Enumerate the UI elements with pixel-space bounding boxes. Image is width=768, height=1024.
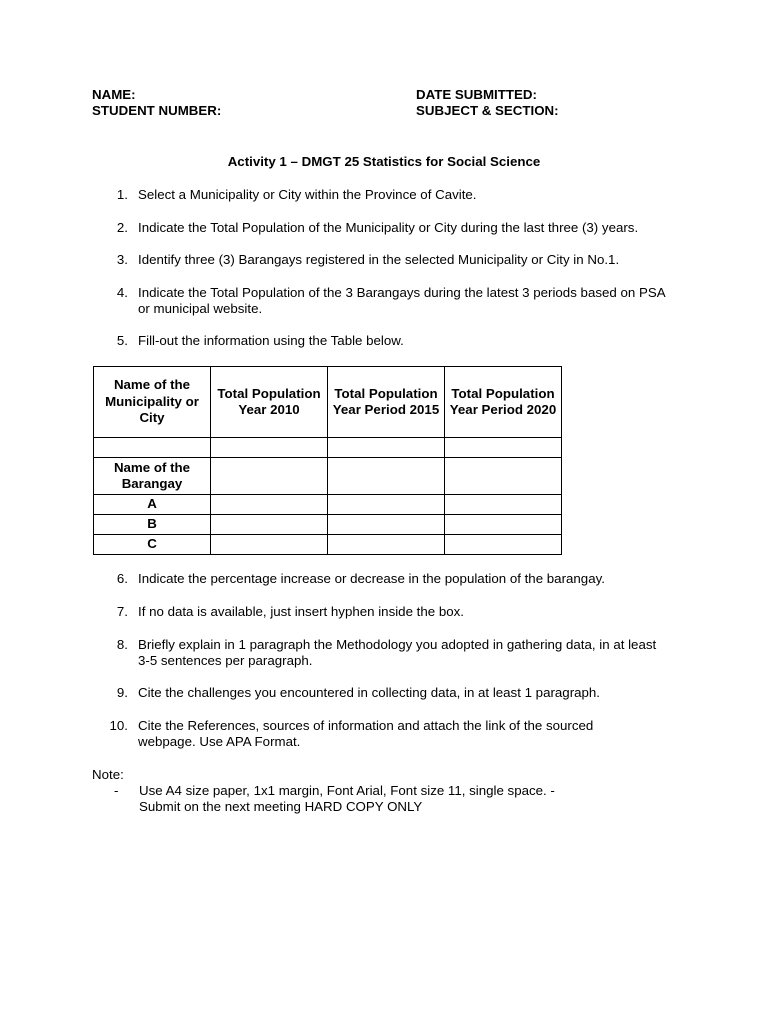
barangay-label: B [94,515,211,535]
item-number: 1. [116,187,128,202]
table-cell[interactable] [211,495,328,515]
note-label: Note: [92,767,124,782]
item-number: 8. [116,637,128,652]
item-number: 4. [116,285,128,300]
item-text: Indicate the Total Population of the 3 Barangays during the latest 3 periods based on PSA or municipal website. [138,285,665,316]
item-text: Select a Municipality or City within the Province of Cavite. [138,187,477,202]
item-number: 9. [116,685,128,700]
table-cell[interactable] [211,438,328,458]
item-text: Identify three (3) Barangays registered in the selected Municipality or City in No.1. [138,252,620,267]
item-text: Cite the References, sources of information and attach the link of the sourced webpage. Use APA Format. [138,718,594,749]
table-cell[interactable] [328,515,445,535]
barangay-label: C [94,535,211,555]
item-number: 10. [109,718,128,733]
item-number: 3. [116,252,128,267]
table-cell[interactable] [445,495,562,515]
table-cell[interactable] [211,515,328,535]
table-row [94,438,562,458]
population-table [93,366,562,555]
header-year-2015: Total Population Year Period 2015 [328,367,445,438]
table-row [94,458,562,495]
subject-section-label: SUBJECT & SECTION: [416,103,559,118]
barangay-label: A [94,495,211,515]
item-text: If no data is available, just insert hyphen inside the box. [138,604,464,619]
table-row [94,535,562,555]
item-text: Indicate the Total Population of the Municipality or City during the last three (3) years. [138,220,639,235]
item-text: Indicate the percentage increase or decrease in the population of the barangay. [138,571,605,586]
item-number: 2. [116,220,128,235]
item-text: Cite the challenges you encountered in collecting data, in at least 1 paragraph. [138,685,601,700]
activity-title: Activity 1 – DMGT 25 Statistics for Social Science [227,154,541,169]
name-label: NAME: [92,87,136,102]
header-year-2020: Total Population Year Period 2020 [445,367,562,438]
header-year-2010: Total Population Year 2010 [211,367,328,438]
table-row [94,515,562,535]
table-cell[interactable] [445,438,562,458]
table-cell[interactable] [211,458,328,495]
table-cell[interactable] [445,535,562,555]
table-cell[interactable] [445,515,562,535]
item-number: 5. [116,333,128,348]
barangay-header: Name of the Barangay [94,458,211,495]
table-header-row [94,367,562,438]
item-number: 6. [116,571,128,586]
table-row [94,495,562,515]
header-municipality: Name of the Municipality or City [94,367,211,438]
table-cell[interactable] [328,535,445,555]
note-dash: - [114,783,119,798]
table-cell[interactable] [328,495,445,515]
table-cell[interactable] [445,458,562,495]
item-text: Briefly explain in 1 paragraph the Methodology you adopted in gathering data, in at least 3-5 sentences per paragraph. [138,637,657,668]
student-number-label: STUDENT NUMBER: [92,103,222,118]
item-number: 7. [116,604,128,619]
table-cell[interactable] [94,438,211,458]
note-text: Use A4 size paper, 1x1 margin, Font Arial, Font size 11, single space. - Submit on the next meeting HARD COPY ONLY [139,783,555,814]
date-submitted-label: DATE SUBMITTED: [416,87,537,102]
item-text: Fill-out the information using the Table below. [138,333,404,348]
table-cell[interactable] [328,438,445,458]
table-cell[interactable] [211,535,328,555]
table-cell[interactable] [328,458,445,495]
